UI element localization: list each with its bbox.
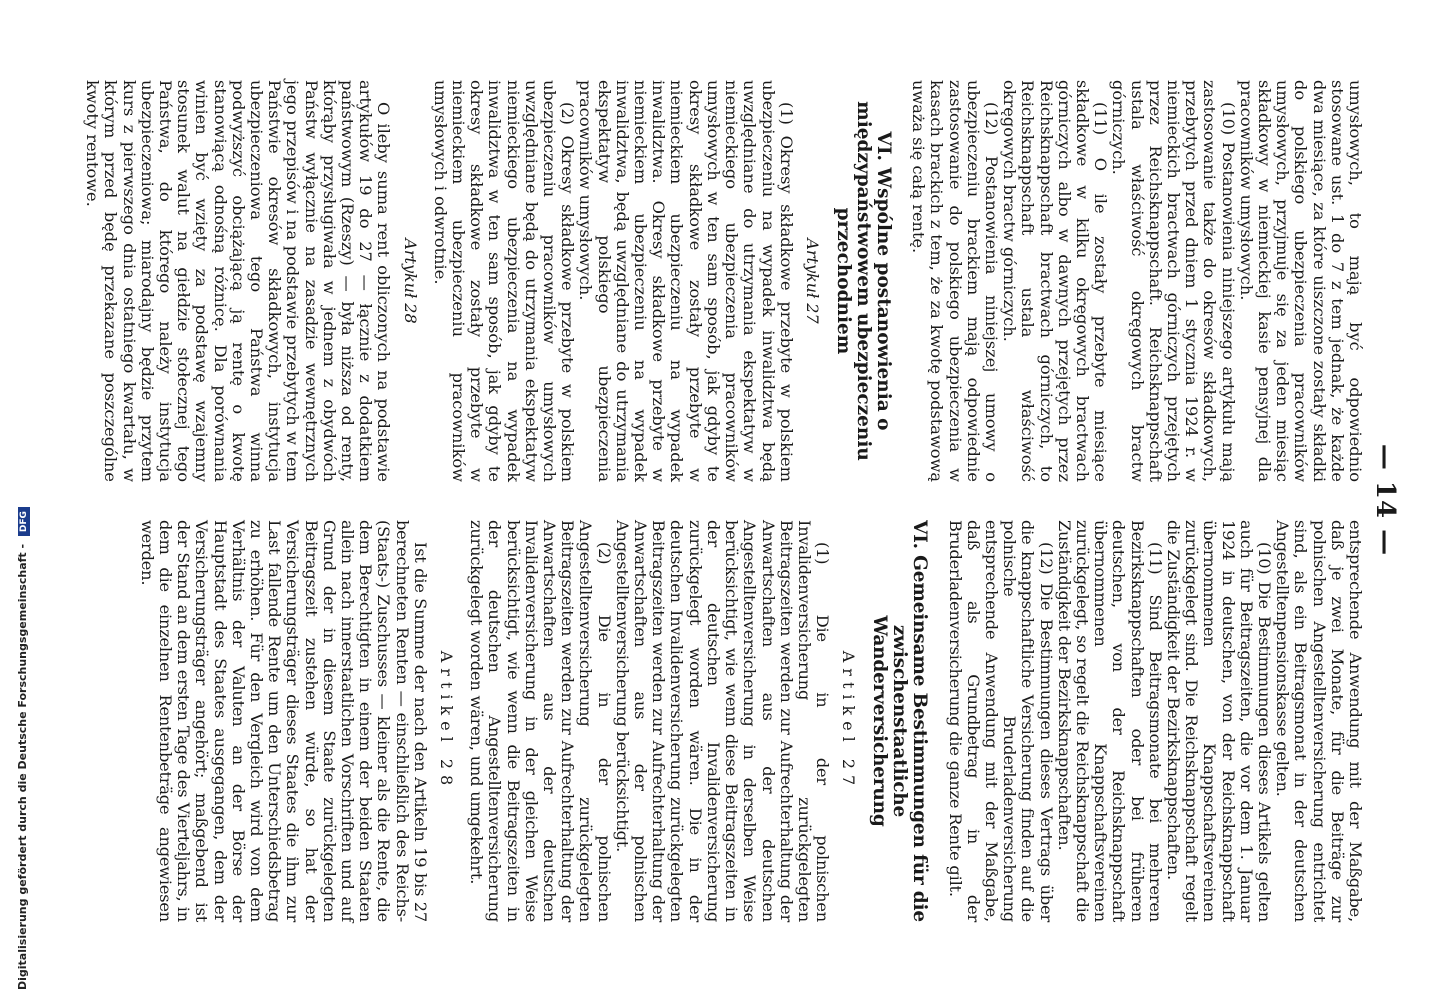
paragraph: (12) Postanowienia niniejszej umowy o ubezpieczeniu brackiem mają odpowiednie zastosowanie do polskiego ubezpieczenia w kasach brackich z tem, że za kwotę podstawową uważa się całą rentę. <box>909 80 1001 482</box>
article-heading: Artykuł 27 <box>802 238 822 324</box>
paragraph: (12) Die Bestimmungen dieses Vertrags über die knappschaftliche Versicherung finden auf die polnische Bruderladenversicherung entsprechende Anwendung mit der Maßgabe, daß als Grundbetrag in der Bruderladenversicherung die ganze Rente gilt. <box>945 520 1056 922</box>
paragraph: Ist die Summe der nach den Artikeln 19 bis 27 berechneten Renten — einschließlich des Reichs- (Staats-) Zuschusses — kleiner als die Rente, die dem Berechtigten in einem der beiden Staaten allein nach innerstaatlichen Vorschriften und auf Grund der in diesem Staate zurückgelegten Beitragszeit zustehen würde, so hat der Versicherungsträger dieses Staates die ihm zur Last fallende Rente um den Unterschiedsbetrag zu erhöhen. Für den Vergleich wird von dem Verhältnis der Valuten an der Börse der Hauptstadt des Staates ausgegangen, dem der Versicherungsträger angehört; maßgebend ist der Stand an dem ersten Tage des Vierteljahrs, in dem die einzelnen Rentenbeträge angewiesen werden. <box>137 520 430 922</box>
paragraph: (1) Die in der polnischen Invalidenversicherung zurückgelegten Beitragszeiten werden zur Aufrechterhaltung der Anwartschaften aus der deutschen Angestelltenversicherung in derselben Weise berücksichtigt, wie wenn diese Beitragszeiten in der deutschen Invalidenversicherung zurückgelegt worden wären. Die in der deutschen Invalidenversicherung zurückgelegten Beitragszeiten werden zur Aufrechterhaltung der Anwartschaften aus der polnischen Angestelltenversicherung berücksichtigt. <box>612 520 833 922</box>
article-heading: Artykuł 28 <box>400 238 420 324</box>
article-heading: Artikel 27 <box>839 650 859 792</box>
german-column <box>138 520 1364 922</box>
section-heading: VI. Wspólne postanowienia o międzypaństwowem ubezpieczeniu przechodniem <box>832 101 894 461</box>
section-heading: VI. Gemeinsame Bestimmungen für die zwischenstaatliche Wanderversicherung <box>869 520 931 922</box>
paragraph: (10) Postanowienia niniejszego artykułu mają zastosowanie także do okresów składkowych, przebytych przed dniem 1 stycznia 1924 r. w niemieckich bractwach górniczych przejętych przez Reichsknappschaft. Reichsknappschaft ustala właściwość okręgowych bractw górniczych. <box>1109 80 1238 482</box>
paragraph: umysłowych, to mają być odpowiednio stosowane ust. 1 do 7 z tem jednak, że każde dwa miesiące, za które uiszczone zostały składki do polskiego ubezpieczenia pracowników umysłowych, przyjmuje się za jeden miesiąc składkowy w niemieckiej kasie pensyjnej dla pracowników umysłowych. <box>1236 80 1365 482</box>
paragraph: O ileby suma rent obliczonych na podstawie artykułów 19 do 27 — łącznie z dodatkiem państwowym (Rzeszy) — była niższa od renty, którąby przysługiwała w jednem z obydwóch Państw wyłącznie na zasadzie wewnętrznych jego przepisów i na podstawie przebytych w tem Państwie okresów składkowych, instytucja ubezpieczeniowa tego Państwa winna podwyższyć obciążającą ją rentę o kwotę stanowiącą odnośną różnicę. Dla porównania winien być wzięty za podstawę wzajemny stosunek walut na giełdzie stołecznej tego Państwa, do którego należy instytucja ubezpieczeniowa; miarodajny będzie przytem kurs z pierwszego dnia ostatniego kwartału, w którym przed będę przekazane poszczególne kwoty rentowe. <box>83 80 394 482</box>
paragraph: (11) O ile zostały przebyte miesiące składkowe w kilku okręgowych bractwach górniczych albo w dawnych przejętych przez Reichsknappschaft bractwach górniczych, to Reichsknappschaft ustala właściwość okręgowych bractw górniczych. <box>1000 80 1111 482</box>
dfg-logo: DFG <box>18 507 30 536</box>
polish-column <box>83 80 1364 482</box>
paragraph: (11) Sind Beitragsmonate bei mehreren Bezirksknappschaften oder bei früheren deutschen, von der Reichsknappschaft übernommenen Knappschaftsvereinen zurückgelegt, so regelt die Reichsknappschaft die Zuständigkeit der Bezirksknappschaften. <box>1054 520 1165 922</box>
article-heading: Artikel 28 <box>437 650 457 792</box>
footer-text: Digitalisierung gefördert durch die Deutsche Forschungsgemeinschaft - <box>16 543 29 990</box>
footer-text-wrapper <box>16 507 30 990</box>
paragraph: (2) Okresy składkowe przebyte w polskiem ubezpieczeniu pracowników umysłowych uwzględniane będą do utrzymania ekspektatyw niemieckiego ubezpieczenia na wypadek inwalidztwa w ten sam sposób, jak gdyby te okresy składkowe zostały przebyte w niemieckiem ubezpieczeniu pracowników umysłowych i odwrotnie. <box>430 80 578 482</box>
paragraph: (1) Okresy składkowe przebyte w polskiem ubezpieczeniu na wypadek inwalidztwa będą uwzględniane do utrzymania ekspektatyw w niemieckiego ubezpieczenia pracowników umysłowych w ten sam sposób, jak gdyby te okresy składkowe zostały przebyte w niemieckiem ubezpieczeniu na wypadek inwalidztwa. Okresy składkowe przebyte w niemieckiem ubezpieczeniu na wypadek inwalidztwa, będą uwzględniane do utrzymania ekspektatyw polskiego ubezpieczenia pracowników umysłowych. <box>576 80 796 482</box>
page-number: — 14 — <box>1370 443 1400 557</box>
paragraph: (10) Die Bestimmungen dieses Artikels gelten auch für Beitragszeiten, die vor dem 1. Januar 1924 in deutschen, von der Reichsknappschaft übernommenen Knappschaftsvereinen zurückgelegt sind. Die Reichsknappschaft regelt die Zuständigkeit der Bezirksknappschaften. <box>1163 520 1274 922</box>
paragraph: entsprechende Anwendung mit der Maßgabe, daß je zwei Monate, für die Beiträge zur polnischen Angestelltenversicherung entrichtet sind, als ein Beitragsmonat in der deutschen Angestelltenpensionskasse gelten. <box>1273 520 1365 922</box>
paragraph: (2) Die in der polnischen Angestelltenversicherung zurückgelegten Beitragszeiten werden zur Aufrechterhaltung der Anwartschaften aus der deutschen Invalidenversicherung in der gleichen Weise berücksichtigt, wie wenn die Beitragszeiten in der deutschen Angestelltenversicherung zurückgelegt worden wären, und umgekehrt. <box>467 520 614 922</box>
digitization-footer <box>6 0 36 1000</box>
